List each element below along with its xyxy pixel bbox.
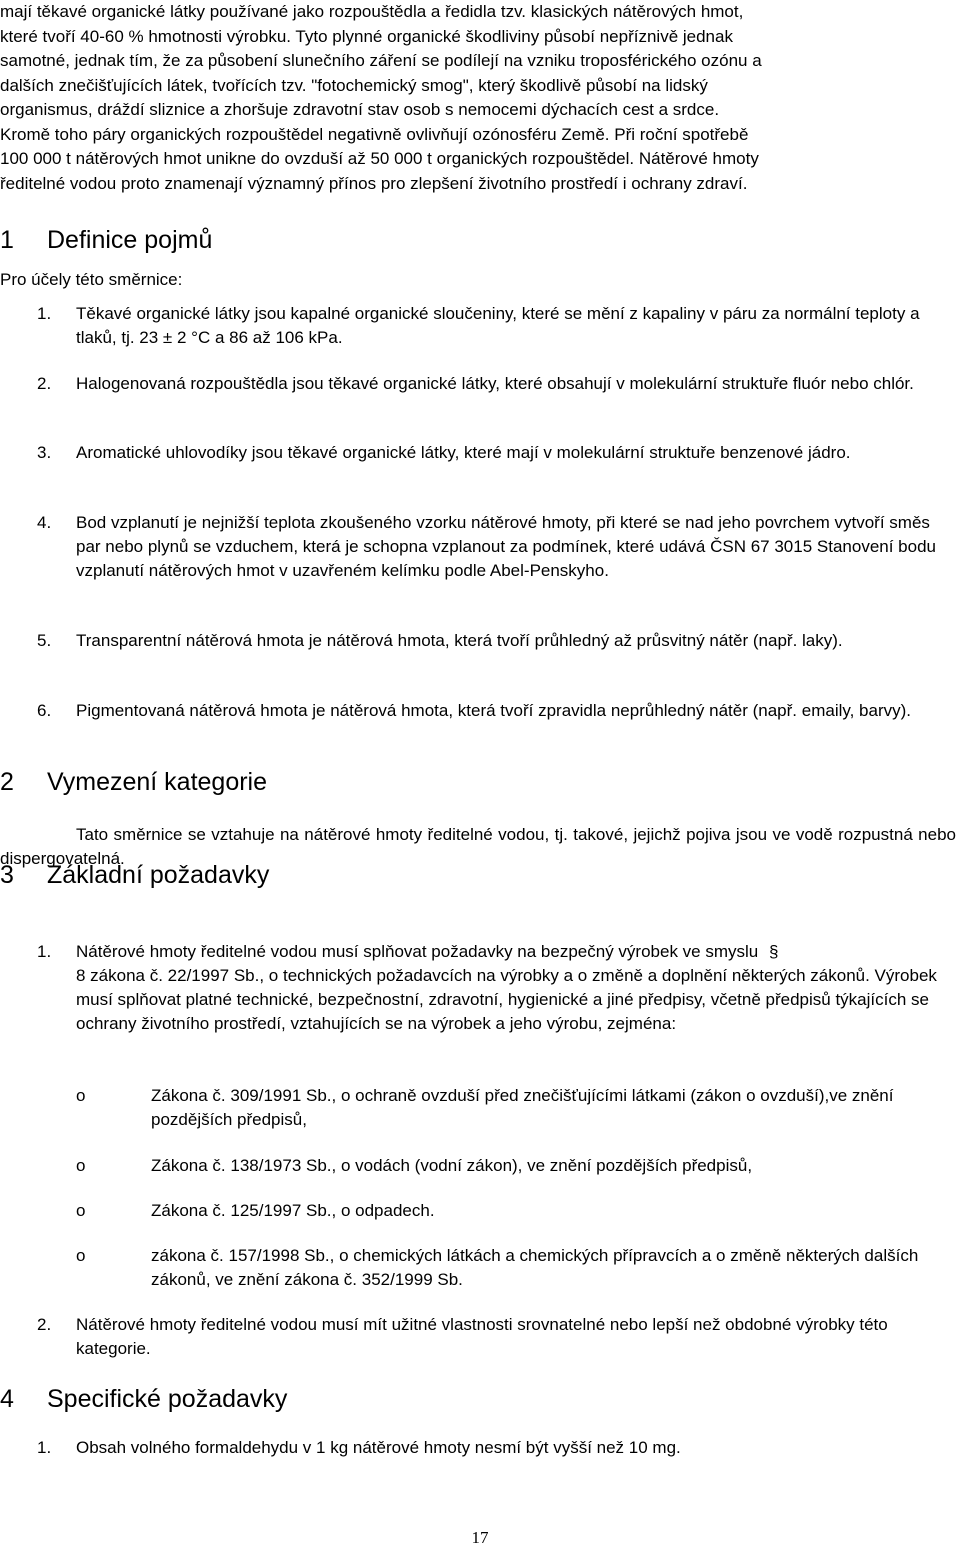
bullet-icon: o: [76, 1246, 86, 1265]
law-bullet: [76, 1199, 920, 1223]
intro-line: 100 000 t nátěrových hmot unikne do ovzduší až 50 000 t organických rozpouštědel. Nátěrové hmoty: [0, 149, 759, 168]
section-title: Základní požadavky: [47, 861, 270, 889]
item-number: 1.: [37, 304, 52, 323]
item-number: 2.: [37, 374, 52, 393]
section-number: 3: [0, 861, 14, 889]
section-number: 2: [0, 768, 14, 796]
section-number: 4: [0, 1385, 14, 1413]
item-text: [76, 940, 956, 1036]
bullet-icon: o: [76, 1156, 86, 1175]
intro-line: dalších znečišťujících látek, tvořících tzv. "fotochemický smog", který škodlivě působí na lidský: [0, 75, 708, 95]
bullet-text: Zákona č. 138/1973 Sb., o vodách (vodní zákon), ve znění pozdějších předpisů,: [151, 1156, 753, 1175]
item-number: 1.: [37, 942, 52, 961]
item-text-rest: 8 zákona č. 22/1997 Sb., o technických požadavcích na výrobky a o změně a doplnění některých zákonů. Výrobek musí splňovat platné technické, bezpečnostní, zdravotní, hygienické a jiné předpisy, včetně předpisů týkajících se ochrany životního prostředí, vztahujících se na výrobek a jeho výrobu, zejména:: [76, 966, 937, 1033]
intro-line: mají těkavé organické látky používané jako rozpouštědla a ředidla tzv. klasických nátěrových hmot,: [0, 2, 744, 21]
intro-paragraph: [0, 0, 956, 196]
item-text: Aromatické uhlovodíky jsou těkavé organické látky, které mají v molekulární struktuře benzenové jádro.: [76, 443, 851, 462]
definition-item: [37, 302, 956, 350]
intro-line: organismus, dráždí sliznice a zhoršuje zdravotní stav osob s nemocemi dýchacích cest a srdce.: [0, 100, 720, 119]
section-paragraph: Tato směrnice se vztahuje na nátěrové hmoty ředitelné vodou, tj. takové, jejichž pojiva jsou ve vodě rozpustná nebo dispergovatelná.: [0, 825, 956, 868]
item-number: 1.: [37, 1438, 52, 1457]
section-heading-4: [0, 1384, 287, 1414]
specific-item: [37, 1436, 956, 1460]
intro-line: Kromě toho páry organických rozpouštědel negativně ovlivňují ozónosféru Země. Při roční spotřebě: [0, 124, 749, 144]
item-text: Bod vzplanutí je nejnižší teplota zkoušeného vzorku nátěrové hmoty, při které se nad jeho povrchem vytvoří směs par nebo plynů se vzduchem, která je schopna vzplanout za podmínek, které udává ČSN 67 3015 Stanovení bodu vzplanutí nátěrových hmot v uzavřeném kelímku podle Abel-Penskyho.: [76, 513, 936, 580]
item-text: Těkavé organické látky jsou kapalné organické sloučeniny, které se mění z kapaliny v páru za normální teploty a tlaků, tj. 23 ± 2 °C a 86 až 106 kPa.: [76, 304, 920, 347]
section-number: 1: [0, 226, 14, 254]
law-bullet: [76, 1244, 920, 1292]
item-number: 6.: [37, 701, 52, 720]
section-heading-1: [0, 225, 212, 255]
definition-item: [37, 372, 956, 396]
definition-item: [37, 629, 956, 653]
intro-line: ředitelné vodou proto znamenají významný přínos pro zlepšení životního prostředí i ochrany zdraví.: [0, 173, 748, 193]
item-number: 3.: [37, 443, 52, 462]
page-number: 17: [471, 1528, 489, 1547]
bullet-icon: o: [76, 1086, 86, 1105]
definition-item: [37, 511, 956, 583]
item-text-start: Nátěrové hmoty ředitelné vodou musí splňovat požadavky na bezpečný výrobek ve smyslu: [76, 942, 759, 961]
bullet-text: Zákona č. 309/1991 Sb., o ochraně ovzduší před znečišťujícími látkami (zákon o ovzduší),ve znění pozdějších předpisů,: [151, 1086, 894, 1129]
section-title: Vymezení kategorie: [47, 768, 268, 796]
section-heading-3: [0, 860, 269, 890]
section-heading-2: [0, 767, 267, 797]
section-title: Specifické požadavky: [47, 1385, 288, 1413]
section-title: Definice pojmů: [47, 226, 213, 254]
law-bullet: [76, 1084, 920, 1132]
intro-line: které tvoří 40-60 % hmotnosti výrobku. Tyto plynné organické škodliviny působí nepříznivě jednak: [0, 26, 733, 46]
item-text: Obsah volného formaldehydu v 1 kg nátěrové hmoty nesmí být vyšší než 10 mg.: [76, 1438, 681, 1457]
bullet-text: zákona č. 157/1998 Sb., o chemických látkách a chemických přípravcích a o změně některých dalších zákonů, ve znění zákona č. 352/1999 Sb.: [151, 1246, 919, 1289]
law-bullet: [76, 1154, 920, 1178]
bullet-icon: o: [76, 1201, 86, 1220]
bullet-text: Zákona č. 125/1997 Sb., o odpadech.: [151, 1201, 435, 1220]
definition-item: [37, 441, 956, 465]
item-number: 4.: [37, 513, 52, 532]
requirement-item: [37, 1313, 956, 1361]
item-number: 5.: [37, 631, 52, 650]
item-number: 2.: [37, 1315, 52, 1334]
requirement-item: [37, 940, 956, 1036]
item-text: Nátěrové hmoty ředitelné vodou musí mít užitné vlastnosti srovnatelné nebo lepší než obdobné výrobky této kategorie.: [76, 1315, 888, 1358]
item-text: Halogenovaná rozpouštědla jsou těkavé organické látky, které obsahují v molekulární struktuře fluór nebo chlór.: [76, 374, 914, 393]
definition-item: [37, 699, 956, 723]
section-lead: Pro účely této směrnice:: [0, 270, 183, 289]
intro-line: samotné, jednak tím, že za působení slunečního záření se podílejí na vzniku troposférického ozónu a: [0, 51, 762, 70]
paragraph-sign: §: [768, 942, 779, 961]
item-text: Transparentní nátěrová hmota je nátěrová hmota, která tvoří průhledný až průsvitný nátěr (např. laky).: [76, 631, 843, 650]
item-text: Pigmentovaná nátěrová hmota je nátěrová hmota, která tvoří zpravidla neprůhledný nátěr (např. emaily, barvy).: [76, 701, 912, 720]
